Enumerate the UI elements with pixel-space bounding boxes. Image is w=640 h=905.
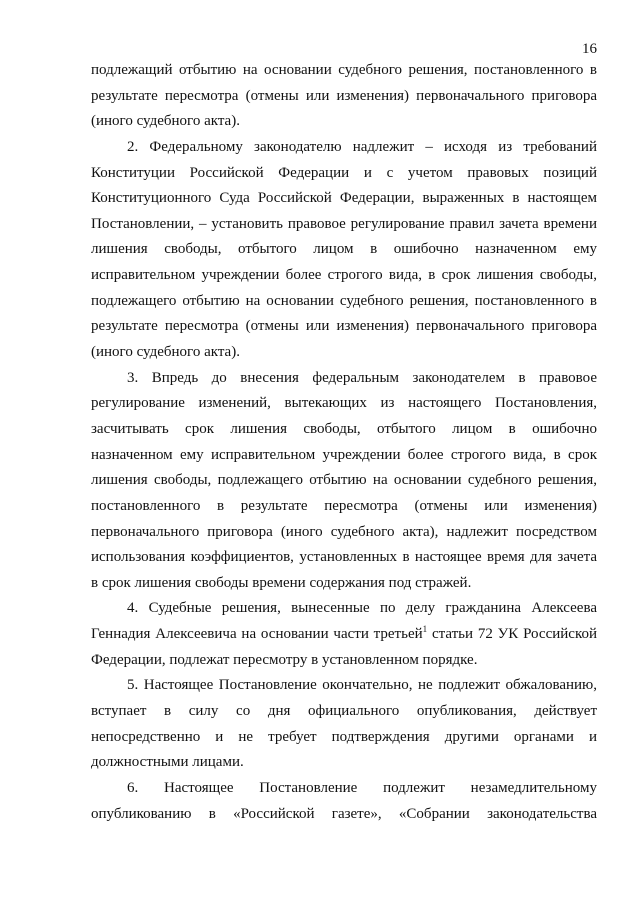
paragraph-line: назначенном ему исправительном учреждении более строгого вида, в срок bbox=[91, 446, 597, 463]
document-body bbox=[91, 58, 597, 827]
paragraph-line: 6. Настоящее Постановление подлежит незамедлительному bbox=[127, 779, 597, 796]
paragraph-line: в срок лишения свободы времени содержания под стражей. bbox=[91, 574, 472, 591]
paragraph-line: использования коэффициентов, установленных в настоящее время для зачета bbox=[91, 549, 597, 566]
paragraph-line-with-footnote bbox=[91, 622, 597, 648]
paragraph-line: подлежащего отбытию на основании судебного решения, постановленного в bbox=[91, 292, 597, 309]
paragraph-line: первоначального приговора (иного судебного акта), надлежит посредством bbox=[91, 523, 597, 540]
paragraph-line: Федерации, подлежат пересмотру в установленном порядке. bbox=[91, 651, 478, 668]
paragraph-line: подлежащий отбытию на основании судебного решения, постановленного в bbox=[91, 62, 597, 78]
paragraph-line: постановленного в результате пересмотра (отмены или изменения) bbox=[91, 497, 597, 514]
paragraph-line: результате пересмотра (отмены или изменения) первоначального приговора bbox=[91, 87, 597, 104]
footnote-marker: 1 bbox=[422, 624, 428, 635]
paragraph-line: исправительном учреждении более строгого вида, в срок лишения свободы, bbox=[91, 267, 597, 284]
paragraph-line: вступает в силу со дня официального опубликования, действует bbox=[91, 703, 597, 720]
paragraph-line: Конституционного Суда Российской Федерации, выраженных в настоящем bbox=[91, 190, 597, 207]
paragraph-line: лишения свободы, подлежащего отбытию на основании судебного решения, bbox=[91, 472, 597, 489]
paragraph-line: результате пересмотра (отмены или изменения) первоначального приговора bbox=[91, 318, 597, 335]
paragraph-line: должностными лицами. bbox=[91, 754, 244, 771]
paragraph-line: непосредственно и не требует подтверждения другими органами и bbox=[91, 728, 597, 745]
paragraph-line: опубликованию в «Российской газете», «Собрании законодательства bbox=[91, 805, 597, 822]
paragraph-line: засчитывать срок лишения свободы, отбытого лицом в ошибочно bbox=[91, 420, 597, 437]
paragraph-line: (иного судебного акта). bbox=[91, 344, 240, 361]
paragraph-line: Постановлении, – установить правовое регулирование правил зачета времени bbox=[91, 215, 597, 232]
paragraph-text: Геннадия Алексеевича на основании части третьей bbox=[91, 626, 423, 643]
paragraph-line: лишения свободы, отбытого лицом в ошибочно назначенном ему bbox=[91, 241, 597, 258]
paragraph-line: (иного судебного акта). bbox=[91, 113, 240, 130]
page-number: 16 bbox=[582, 41, 597, 57]
paragraph-line: 3. Впредь до внесения федеральным законодателем в правовое bbox=[127, 369, 597, 386]
paragraph-line: Конституции Российской Федерации и с учетом правовых позиций bbox=[91, 164, 597, 181]
paragraph-line: 2. Федеральному законодателю надлежит – исходя из требований bbox=[127, 138, 597, 155]
paragraph-text: статьи 72 УК Российской bbox=[427, 626, 598, 643]
paragraph-line: регулирование изменений, вытекающих из настоящего Постановления, bbox=[91, 395, 597, 412]
paragraph-line: 4. Судебные решения, вынесенные по делу гражданина Алексеева bbox=[127, 600, 597, 617]
paragraph-line: 5. Настоящее Постановление окончательно, не подлежит обжалованию, bbox=[127, 677, 597, 694]
